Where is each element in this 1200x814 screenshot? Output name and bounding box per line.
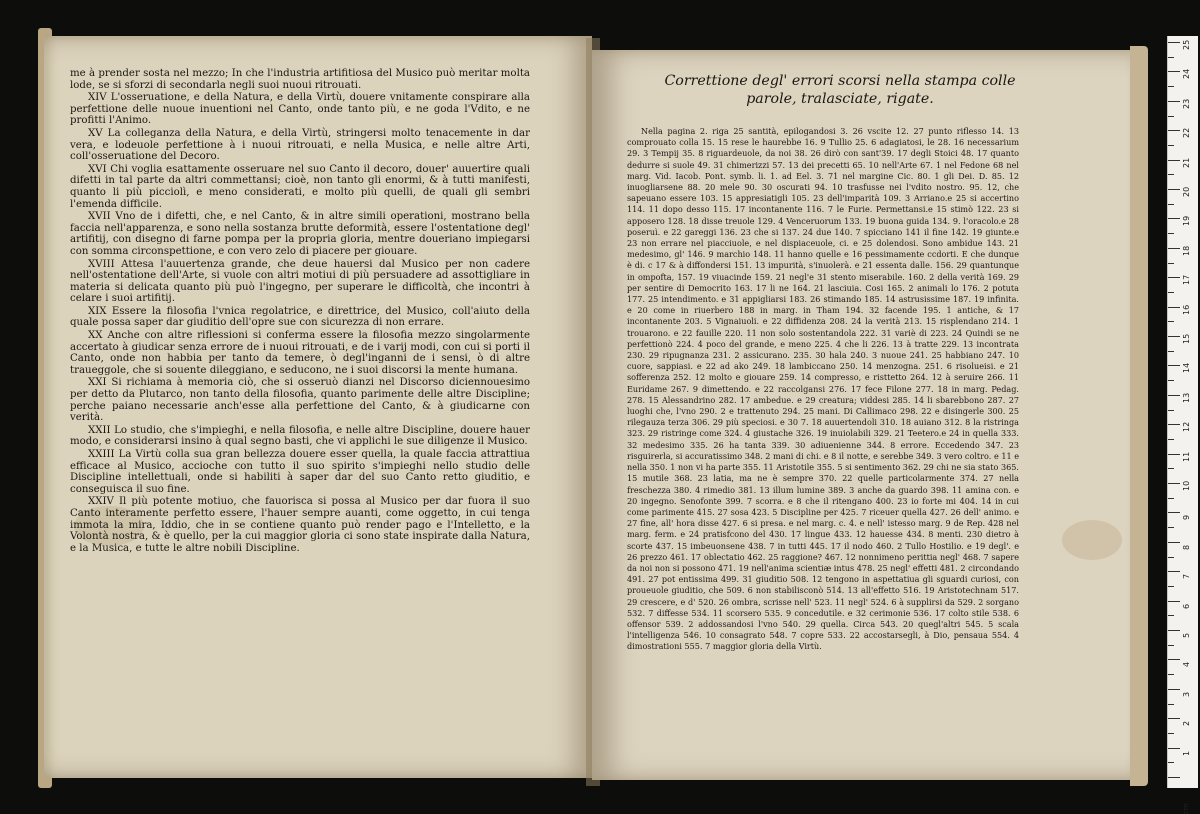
article-paragraph: XXIV Il più potente motiuo, che fauorisca si possa al Musico per dar fuora il suo Canto interamente perfetto essere, l'hauer sempre auanti, come oggetto, in cui tenga immota la mira, Iddio, che in se contiene quanto può render pago e l'Intelletto, e la Volontà nostra, & è quello, per la cui maggior gloria ci sono state inspirate dalla Natura, e la Musica, e tutte le altre nobili Discipline. — [70, 496, 530, 554]
ruler-number: 14 — [1182, 363, 1191, 374]
ruler-tick — [1168, 321, 1174, 322]
ruler-tick — [1168, 704, 1174, 705]
ruler-number: 5 — [1182, 632, 1191, 638]
ruler-tick — [1168, 71, 1180, 72]
ruler-tick — [1168, 557, 1174, 558]
ruler-number: 10 — [1182, 480, 1191, 491]
errata-heading: Correttione degl' errori scorsi nella stampa colle parole, tralasciate, rigate. — [664, 73, 1016, 107]
ruler-number: 18 — [1182, 245, 1191, 256]
ruler-tick — [1168, 248, 1180, 249]
article-paragraph: XVIII Attesa l'auuertenza grande, che deue hauersi dal Musico per non cadere nell'ostentatione dell'Arte, si vuole con altri motiui di più persuadere ad assottigliare in materia si delicata quanto più può l'ingegno, per superare le difficoltà, che incontri à celare i suoi artifitij. — [70, 258, 530, 305]
ruler-tick — [1168, 101, 1180, 102]
ruler-tick — [1168, 336, 1180, 337]
ruler-number: 22 — [1182, 128, 1191, 139]
ruler-number: 6 — [1182, 603, 1191, 609]
ruler-number: 11 — [1182, 451, 1191, 462]
ruler-tick — [1168, 615, 1174, 616]
ruler-tick — [1168, 218, 1180, 219]
ruler-tick — [1168, 204, 1174, 205]
ruler-tick — [1168, 277, 1180, 278]
ruler-tick — [1168, 351, 1174, 352]
article-paragraph: XVII Vno de i difetti, che, e nel Canto, & in altre simili operationi, mostrano bella faccia nell'apparenza, e sono nella sostanza brutte deformità, essere l'ostentatione degl' artifitij, con disegno di farne pompa per la propria gloria, mentre doueriano impiegarsi con somma circonspettione, e con vero zelo di piacere per giouare. — [70, 211, 530, 257]
errata-text — [627, 126, 1019, 653]
ruler-tick — [1168, 630, 1180, 631]
ruler-tick — [1168, 674, 1174, 675]
ruler-tick — [1168, 233, 1174, 234]
ruler-tick — [1168, 454, 1180, 455]
ruler-tick — [1168, 468, 1174, 469]
ruler-tick — [1168, 586, 1174, 587]
article-paragraph: XIV L'osseruatione, e della Natura, e della Virtù, douere vnitamente conspirare alla perfettione delle nuoue inuentioni nel Canto, onde tanto più, e ne goda l'Vdito, e ne profitti l'Animo. — [70, 92, 530, 127]
ruler-tick — [1168, 571, 1180, 572]
ruler-tick — [1168, 365, 1180, 366]
ruler-tick — [1168, 689, 1180, 690]
ruler-number: 20 — [1182, 186, 1191, 197]
ruler-tick — [1168, 130, 1180, 131]
ruler-number: 25 — [1182, 39, 1191, 50]
errata-paragraph: Nella pagina 2. riga 25 santità, epilogandosi 3. 26 vscite 12. 27 punto riflesso 14. 13 comprouato colla 15. 15 rese le haurebbe 16. 9 Tullio 25. 6 adagiatosi, le 28. 16 necessarium 29. 3 Tempij 35. 8 riguardeuole, da noi 38. 26 dirò con sant'39. 17 degli Stoici 48. 17 quanto dedurre si suole 49. 31 chimerizzi 57. 13 dei precetti 65. 10 nell'Arte 67. 1 nel Fedone 68 nel marg. Vid. Iacob. Pont. symb. li. 1. ad Eel. 3. 71 nel margine Cic. 80. 1 gli Dei. D. 85. 12 inuogliarsene 88. 20 mele 90. 30 oscurati 94. 10 trasfusse nei l'vdito nostro. 95. 12, che sapeuano essere 103. 15 appresiatigli 105. 23 dell'imparità 109. 3 Arriano.e 25 si accertino 114. 11 dopo desso 115. 17 incontanente 116. 7 le Furie. Permettansi.e 15 stimò 122. 23 si apposero 128. 18 disse treuole 129. 4 Venceruorum 133. 19 buona guida 134. 9. l'oracolo.e 28 poseruì. e 22 gareggi 136. 23 che si 137. 24 due 140. 7 spicciano 141 il fine 142. 19 giunte.e 23 non errare nel piacciuole, e nel dispiaceuole, ci. e 25 dolendosi. Sono ambidue 143. 21 medesimo, gl' 146. 9 marchio 148. 11 hanno quelle e 16 pessimamente ccdorti. E che dunque è di. c 17 & à diffondersi 151. 13 impurità, s'inuolerà. e 21 essenta dalle. 156. 29 quantunque in ompofta, 157. 19 viuacinde 159. 21 negl'e 31 stento miserabile. 160. 2 della verità 169. 29 per sentire di Democrito 163. 17 li ne 164. 21 lasciuia. Cosi 165. 2 animali lo 176. 2 potuta 177. 25 intendimento. e 31 appigliarsi 183. 26 stimando 185. 14 astrusissime 187. 19 infinita. e 20 come in riuerbero 188 in marg. in Tham 194. 32 facende 195. 1 antiche, & 17 incontanente 203. 5 Vignaiuoli. e 22 diffidenza 208. 24 la verità 213. 15 risplendano 214. 1 trouarono. e 22 fauille 220. 11 non solo sostentandola 222. 31 variè di 223. 24 Quindi se ne perfettionò 224. 4 poco del grande, e meno 225. 4 che li 226. 13 à tratte 229. 13 incontrata 230. 29 ripugnanza 231. 2 assicurano. 235. 30 hala 240. 3 nuoue 241. 25 habbiano 247. 10 cuore, sappiasi. e 22 ad ako 249. 18 lambiccano 250. 14 menzogna. 251. 6 risolueisi. e 21 sofferenza 252. 12 molto e giouare 259. 14 compresso, e risttetto 264. 12 à seruire 266. 11 Euridame 267. 9 dimettendo. e 22 raccolgansi 276. 17 fece Filone 277. 18 in marg. Pedag. 278. 15 Alessandrino 282. 17 ambedue. e 29 creatura; viddesi 285. 14 li sbarebbono 287. 27 luoghi che, l'vno 290. 2 e trattenuto 294. 25 mani. Di Callimaco 298. 22 e disingerle 300. 25 rilegauza terza 306. 29 più speciosi. e 30 7. 18 auuertendoli 310. 18 auiano 312. 8 la ristringa 323. 29 ristringe come 324. 4 giustache 326. 19 inuiolabili 329. 21 Teetero.e 24 in quella 333. 32 medesimo 335. 26 ha tanta 339. 30 adiuenienne 344. 8 errore. Eccedendo 347. 23 risguirerla, si accuratissimo 348. 2 mani di chi. e 8 il notte, e serebbe 349. 3 vero coltro. e 11 e nella 350. 1 non vi ha parte 355. 11 Aristotile 355. 5 si sentimento 362. 29 chi ne sia stato 365. 15 mutile 368. 23 latia, ma ne è sempre 370. 22 quelle particolarmente 374. 27 nella freschezza 380. 4 rimedio 381. 13 illum lumine 389. 3 anche da guardo 398. 11 amina con. e 20 ingegno. Senofonte 399. 7 scorra. e 8 che il ritengano 400. 23 io forte mi 404. 14 in cui come parimente 415. 27 sosa 423. 5 Discipline per 425. 7 riceuer quella 427. 26 dell' animo. e 27 fine, all' hora disse 427. 6 si presa. e nel marg. c. 4. e nell' istesso marg. 9 de Rep. 428 nel marg. ferm. e 24 pratisfcono del 430. 17 lingue 433. 12 hauesse 434. 8 menti. 230 dietro à scorte 437. 15 imbeuonsene 438. 7 in tutti 445. 17 il nodo 460. 2 Tullo Hostilio. e 19 degl'. e 26 prezzo 461. 17 oblectatio 462. 25 raggione? 467. 12 nonnimeno perittia negl' 468. 7 sapere da noi non si possono 471. 19 nell'anima scientiæ intus 478. 25 negl' effetti 481. 2 circondando 491. 27 pot entissima 499. 31 giuditio 508. 12 tengono in aspettatiua gli sguardi curiosi, con proueuole giuditio, che 509. 6 non stabilisconò 514. 13 all'effetto 516. 19 Aristotechnam 517. 29 crescere, e d' 520. 26 ombra, scrisse nell' 523. 11 negl' 524. 6 à supplirsi da 529. 2 sorgano 532. 7 diffesse 534. 11 scorsero 535. 9 concedutile. e 32 cerimonie 536. 17 colto stile 538. 6 offensor 539. 2 addossandosi l'vno 540. 29 quella. Circa 543. 20 quegl'altri 545. 5 scala l'intelligenza 546. 10 consagrato 548. 7 copre 533. 22 accostarsegli, à Dio, pensaua 554. 4 dimostrationi 555. 7 maggior gloria della Virtù. — [627, 126, 1019, 652]
paper-stain — [1062, 520, 1122, 560]
ruler-tick — [1168, 512, 1180, 513]
ruler-tick — [1168, 718, 1180, 719]
ruler-tick — [1168, 189, 1180, 190]
left-page-text — [70, 68, 530, 555]
ruler-tick — [1168, 395, 1180, 396]
ruler-tick — [1168, 439, 1174, 440]
article-paragraph: XXIII La Virtù colla sua gran bellezza douere esser quella, la quale faccia attrattiua efficace al Musico, accioche con tutto il suo spirito s'impieghi nello studio delle Discipline intellettuali, onde si habiliti à saper dar del suo Canto retto giuditio, e conseguisca il suo fine. — [70, 449, 530, 495]
article-paragraph: XXII Lo studio, che s'impieghi, e nella filosofia, e nelle altre Discipline, douere hauer modo, e considerarsi insino à qual segno basti, che vi applichi le sue diligenze il Musico. — [70, 424, 530, 448]
ruler-tick — [1168, 42, 1180, 43]
ruler-number: 13 — [1182, 392, 1191, 403]
ruler-tick — [1168, 542, 1180, 543]
article-paragraph: me à prender sosta nel mezzo; In che l'industria artifitiosa del Musico può meritar molta lode, se si sforzi di secondarla negli suoi nuoui ritrouati. — [70, 68, 530, 91]
ruler-tick — [1168, 424, 1180, 425]
ruler-number: 15 — [1182, 333, 1191, 344]
article-paragraph: XVI Chi voglia esattamente osseruare nel suo Canto il decoro, douer' auuertire quali difetti in tal parte da altri commettansi; cioè, non tanto gli enormi, & à tutti manifesti, quanto li più picciolì, e meno considerati, e molto più quelli, de quali gli sembri l'emenda difficile. — [70, 163, 530, 210]
ruler-tick — [1168, 498, 1174, 499]
ruler-number: 16 — [1182, 304, 1191, 315]
ruler-tick — [1168, 645, 1174, 646]
ruler-tick — [1168, 292, 1174, 293]
ruler-number: 21 — [1182, 157, 1191, 168]
ruler-tick — [1168, 174, 1174, 175]
ruler-number: 7 — [1182, 574, 1191, 580]
ruler-tick — [1168, 601, 1180, 602]
ruler-number: 8 — [1182, 544, 1191, 550]
ruler-tick — [1168, 762, 1174, 763]
book-right-edge — [1130, 46, 1148, 786]
ruler-number: 24 — [1182, 69, 1191, 80]
measurement-ruler — [1167, 36, 1198, 814]
ruler-tick — [1168, 748, 1180, 749]
ruler-number: 17 — [1182, 275, 1191, 286]
ruler-tick — [1168, 777, 1180, 778]
ruler-tick — [1168, 659, 1180, 660]
ruler-number: 12 — [1182, 422, 1191, 433]
article-paragraph: XV La colleganza della Natura, e della Virtù, stringersi molto tenacemente in dar vera, e lodeuole perfettione à i nuoui ritrouati, e nella Musica, e nelle altre Arti, coll'osseruatione del Decoro. — [70, 127, 530, 163]
ruler-tick — [1168, 145, 1174, 146]
ruler-number: 23 — [1182, 98, 1191, 109]
ruler-tick — [1168, 733, 1174, 734]
ruler-number: 1 — [1182, 750, 1191, 756]
ruler-number: 9 — [1182, 515, 1191, 521]
ruler-tick — [1168, 410, 1174, 411]
ruler-tick — [1168, 483, 1180, 484]
ruler-tick — [1168, 160, 1180, 161]
ruler-tick — [1168, 86, 1174, 87]
ruler-tick — [1168, 57, 1174, 58]
ruler-tick — [1168, 263, 1174, 264]
ruler-number: 3 — [1182, 691, 1191, 697]
article-paragraph: XXI Si richiama à memoria ciò, che si osseruò dianzi nel Discorso diciennouesimo per detto da Plutarco, non tanto della filosofia, quanto parimente delle altre Discipline; perche paiano necessarie anch'esse alla perfettione del Canto, & à giudicarne con verità. — [70, 377, 530, 424]
ruler-unit: cm — [1182, 803, 1190, 814]
ruler-tick — [1168, 527, 1174, 528]
ruler-tick — [1168, 307, 1180, 308]
article-paragraph: XIX Essere la filosofia l'vnica regolatrice, e direttrice, del Musico, coll'aiuto della quale possa saper dar giuditio dell'opre sue con sicurezza di non errare. — [70, 305, 530, 329]
ruler-number: 4 — [1182, 662, 1191, 668]
ruler-tick — [1168, 380, 1174, 381]
article-paragraph: XX Anche con altre riflessioni si conferma essere la filosofia mezzo singolarmente accertato à giudicar senza errore de i nuoui ritrouati, e de i varij modi, con cui si porti il Canto, onde non habbia per tanto da temere, ò degl'inganni de i sensi, ò di altre traueggole, che si souente dileggiano, e seducono, ne i suoi discorsi la mente humana. — [70, 330, 530, 376]
ruler-number: 2 — [1182, 721, 1191, 727]
ruler-tick — [1168, 116, 1174, 117]
ruler-number: 19 — [1182, 216, 1191, 227]
